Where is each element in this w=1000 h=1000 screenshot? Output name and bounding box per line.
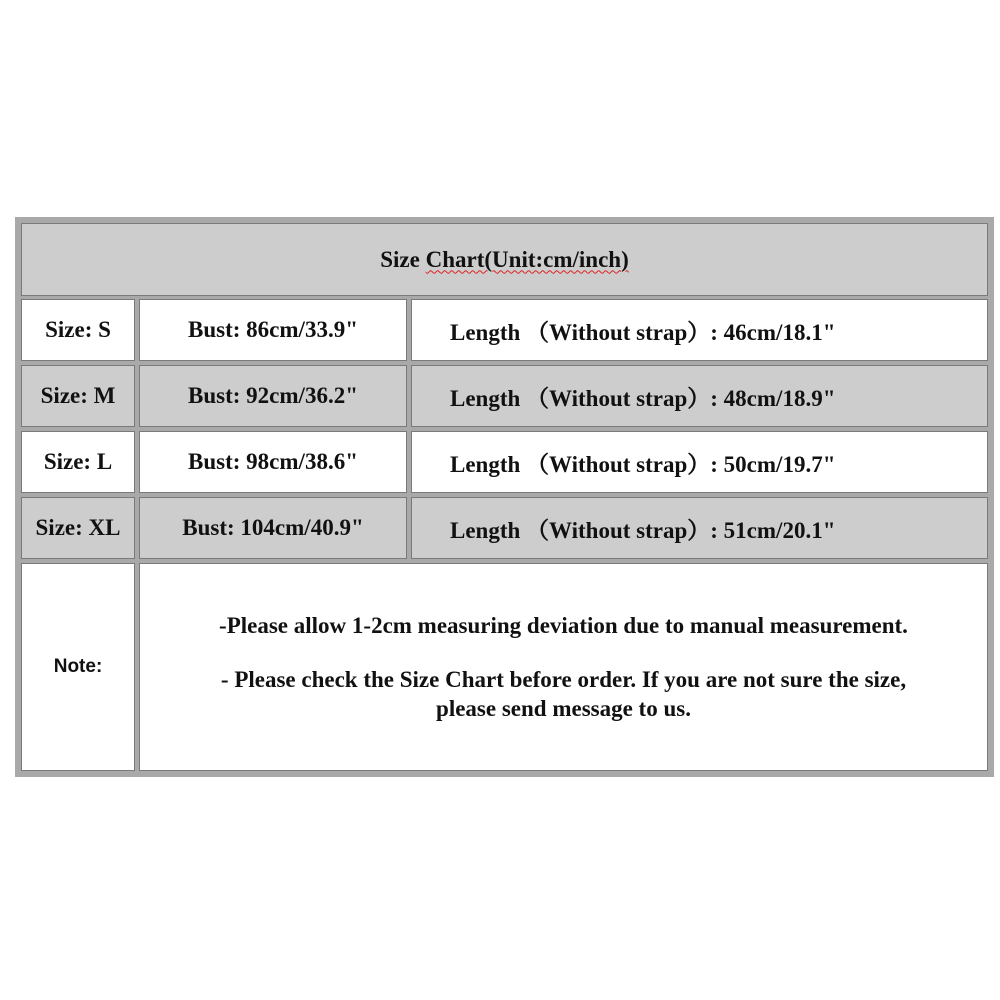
- note-label: Note:: [21, 563, 135, 771]
- note-content: [139, 563, 988, 771]
- bust-cell-xl: Bust: 104cm/40.9": [139, 497, 407, 559]
- length-text-m: Length （Without strap）: 48cm/18.9": [450, 385, 836, 411]
- length-text-l: Length （Without strap）: 50cm/19.7": [450, 451, 836, 477]
- size-cell-l: Size: L: [21, 431, 135, 493]
- size-chart-table: [15, 217, 994, 777]
- title-prefix: Size: [380, 246, 426, 272]
- size-cell-s: Size: S: [21, 299, 135, 361]
- note-line-deviation: -Please allow 1-2cm measuring deviation due to manual measurement.: [219, 613, 908, 638]
- bust-cell-m: Bust: 92cm/36.2": [139, 365, 407, 427]
- bust-cell-s: Bust: 86cm/33.9": [139, 299, 407, 361]
- size-cell-m: Size: M: [21, 365, 135, 427]
- length-cell-l: [411, 431, 988, 493]
- length-text-xl: Length （Without strap）: 51cm/20.1": [450, 517, 836, 543]
- note-line-send-message: please send message to us.: [436, 696, 691, 721]
- size-cell-xl: Size: XL: [21, 497, 135, 559]
- length-cell-xl: [411, 497, 988, 559]
- length-cell-m: [411, 365, 988, 427]
- length-cell-s: [411, 299, 988, 361]
- bust-cell-l: Bust: 98cm/38.6": [139, 431, 407, 493]
- title-rest: Chart(Unit:cm/inch): [425, 246, 629, 272]
- note-line-check-chart: - Please check the Size Chart before order. If you are not sure the size,: [220, 667, 907, 692]
- length-text-s: Length （Without strap）: 46cm/18.1": [450, 319, 836, 345]
- size-chart-title: [21, 223, 988, 296]
